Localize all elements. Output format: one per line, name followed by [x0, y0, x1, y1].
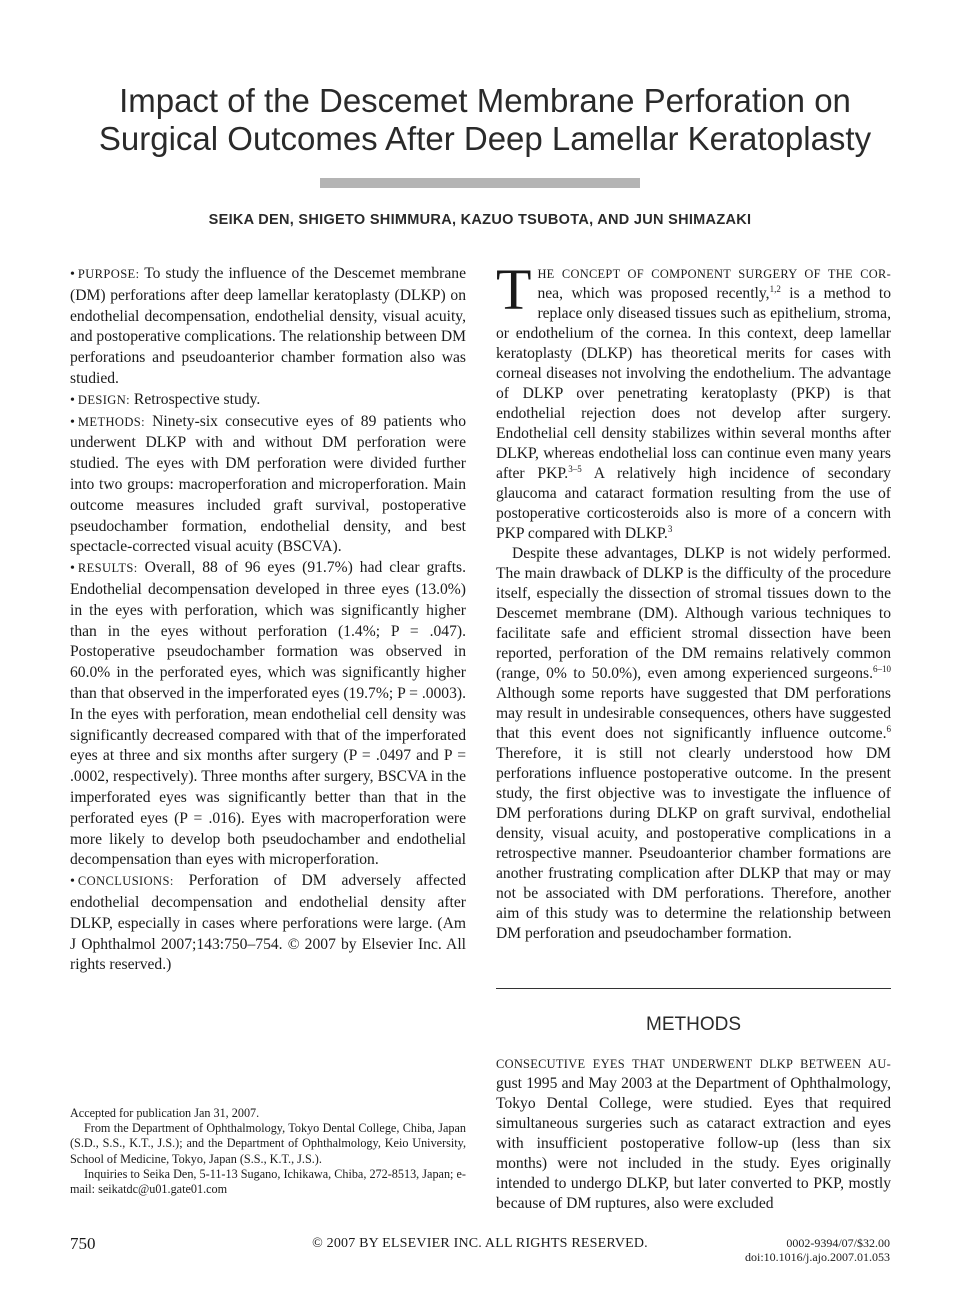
- abstract-design: [70, 390, 466, 412]
- page-number: 750: [70, 1234, 96, 1253]
- abstract-results: [70, 558, 466, 871]
- reference-link[interactable]: 6–10: [873, 664, 891, 674]
- design-text: Retrospective study.: [133, 390, 261, 408]
- bullet-icon: •: [70, 874, 75, 890]
- intro-paragraph-2: [496, 544, 891, 944]
- intro-text: Therefore, it is still not clearly understood how DM perforations influence postoperative outcome. In the present study, the first objective was to investigate the influence of DM perforations during DLKP on graft survival, endothelial density, visual acuity, and postoperative complications in a retrospective manner. Pseudoanterior chamber formations are another frustrating complication after DLKP that may or may not be associated with DM perforations. Therefore, another aim of this study was to determine the relationship between DM perforation and pseudochamber formation.: [496, 745, 891, 942]
- title-line-1: Impact of the Descemet Membrane Perforation on: [119, 82, 851, 119]
- accepted-note: Accepted for publication Jan 31, 2007.: [70, 1106, 260, 1120]
- title-line-2: Surgical Outcomes After Deep Lamellar Keratoplasty: [98, 120, 872, 157]
- intro-text: is a method to replace only diseased tissues such as epithelium, stroma, or endothelium of the cornea. In this context, deep lamellar keratoplasty (DLKP) has theoretical merits for cases with corneal diseases not involving the endothelium. The advantage of DLKP over penetrating keratoplasty (PKP) is that endothelial rejection does not develop after surgery. Endothelial cell density stabilizes within several months after DLKP, whereas endothelial loss can continue even many years after PKP.: [496, 285, 891, 482]
- design-label: DESIGN:: [77, 392, 131, 407]
- conclusions-label: CONCLUSIONS:: [77, 874, 174, 889]
- methods-label: METHODS:: [77, 414, 145, 429]
- reference-link[interactable]: 6: [886, 724, 891, 734]
- methods-text: Ninety-six consecutive eyes of 89 patients who underwent DLKP with and without DM perforation were studied. The eyes with DM perforation were divided further into two groups: macroperforation and microperforation. Main outcome measures included graft survival, postoperative pseudochamber formation, endothelial density, and best spectacle-corrected visual acuity (BSCVA).: [70, 412, 466, 556]
- inquiries-note: Inquiries to Seika Den, 5-11-13 Sugano, Ichikawa, Chiba, 272-8513, Japan; e-mail: seikatdc@u01.gate01.com: [70, 1166, 466, 1197]
- bullet-icon: •: [70, 561, 75, 577]
- methods-heading: METHODS: [646, 1014, 741, 1035]
- methods-section: [496, 1054, 891, 1214]
- footnotes: [70, 1106, 466, 1197]
- copyright-line: © 2007 BY ELSEVIER INC. ALL RIGHTS RESERVED.: [312, 1236, 648, 1251]
- drop-cap: T: [496, 257, 532, 322]
- reference-link[interactable]: 3: [667, 524, 673, 534]
- abstract-purpose: [70, 264, 466, 390]
- intro-paragraph-1: [496, 257, 891, 544]
- article-title: [60, 82, 910, 158]
- publication-ids: [745, 1236, 890, 1264]
- intro-text: A relatively high incidence of secondary glaucoma and cataract formation resulting from the use of postoperative corticosteroids also is more of a concern with PKP compared with DLKP.: [496, 465, 891, 542]
- bullet-icon: •: [70, 267, 75, 282]
- title-divider-bar: [320, 178, 640, 188]
- bullet-icon: •: [70, 414, 75, 430]
- reference-link[interactable]: 3–5: [568, 464, 582, 474]
- purpose-label: PURPOSE:: [77, 267, 140, 281]
- abstract-methods: [70, 412, 466, 559]
- section-divider: [496, 988, 891, 989]
- results-label: RESULTS:: [77, 561, 138, 576]
- abstract-conclusions: [70, 871, 466, 976]
- methods-text: gust 1995 and May 2003 at the Department of Ophthalmology, Tokyo Dental College, were studied. Eyes that required simultaneous surgeries such as cataract extraction and eyes with insufficient postoperative follow-up (less than six months) were not included in the study. Eyes originally intended to undergo DLKP, but later converted to PKP, mostly because of DM ruptures, also were excluded: [496, 1075, 891, 1212]
- bullet-icon: •: [70, 392, 75, 408]
- methods-lead: CONSECUTIVE EYES THAT UNDERWENT DLKP BETWEEN AU-: [496, 1057, 891, 1071]
- author-list: SEIKA DEN, SHIGETO SHIMMURA, KAZUO TSUBOTA, AND JUN SHIMAZAKI: [208, 212, 752, 228]
- introduction: [496, 257, 891, 944]
- intro-text: Although some reports have suggested that DM perforations may result in undesirable consequences, others have suggested that this event does not significantly influence outcome.: [496, 685, 891, 742]
- abstract: [70, 264, 466, 976]
- purpose-text: To study the influence of the Descemet membrane (DM) perforations after deep lamellar keratoplasty (DLKP) on endothelial decompensation, endothelial density, visual acuity, and postoperative complications. The relationship between DM perforations and pseudoanterior chamber formation also was studied.: [70, 265, 467, 387]
- affiliation-note: From the Department of Ophthalmology, Tokyo Dental College, Chiba, Japan (S.D., S.S., K.T., J.S.); and the Department of Ophthalmology, Keio University, School of Medicine, Tokyo, Japan (S.S., K.T., J.S.).: [70, 1121, 466, 1166]
- intro-text: nea, which was proposed recently,: [537, 285, 770, 302]
- methods-paragraph: [496, 1054, 891, 1214]
- intro-lead: HE CONCEPT OF COMPONENT SURGERY OF THE COR-: [537, 267, 891, 281]
- intro-text: Despite these advantages, DLKP is not widely performed. The main drawback of DLKP is the difficulty of the procedure itself, especially the dissection of stromal tissues down to the Descemet membrane (DM). Although various techniques to facilitate safe and efficient stromal dissection have been reported, perforation of the DM remains relatively common (range, 0% to 50.0%), even among experienced surgeons.: [496, 545, 891, 682]
- issn-code: 0002-9394/07/$32.00: [786, 1236, 890, 1250]
- results-text: Overall, 88 of 96 eyes (91.7%) had clear grafts. Endothelial decompensation developed in three eyes (13.0%) in the eyes with perforation, which was significantly higher than in the eyes without perforation (1.4%; P = .047). Postoperative pseudochamber formation was observed in 60.0% in the perforated eyes, which was significantly higher than that observed in the imperforated eyes (19.7%; P = .0003). In the eyes with perforation, mean endothelial cell density was significantly decreased compared with that of the imperforated eyes at three and six months after surgery (P = .0497 and P = .0002, respectively). Three months after surgery, BSCVA in the imperforated eyes was significantly better than that in the perforated eyes (P = .016). Eyes with macroperforation were more likely to develop both pseudochamber and endothelial decompensation than eyes with microperforation.: [70, 559, 466, 869]
- reference-link[interactable]: 1,2: [769, 284, 781, 294]
- conclusions-text: Perforation of DM adversely affected endothelial decompensation and endothelial density after DLKP, especially in cases where perforations were large. (Am J Ophthalmol 2007;143:750–754. © 2007 by Elsevier Inc. All rights reserved.): [70, 872, 466, 974]
- doi-link[interactable]: doi:10.1016/j.ajo.2007.01.053: [745, 1250, 890, 1264]
